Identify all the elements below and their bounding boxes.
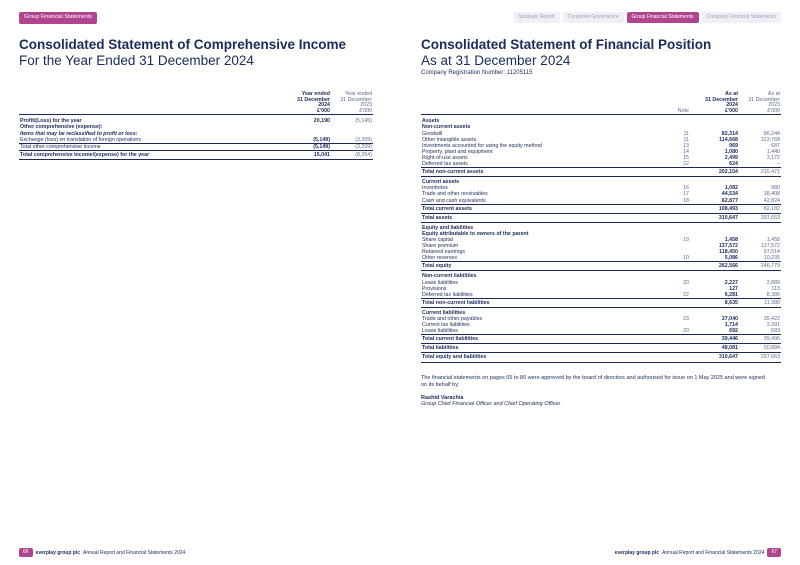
note-ref: 11 bbox=[683, 136, 689, 143]
current-value: 8,635 bbox=[697, 298, 739, 307]
signer-name: Rashid Varachia bbox=[421, 394, 464, 401]
right-footer bbox=[612, 548, 781, 557]
prior-value: 39,496 bbox=[739, 335, 781, 344]
row-label: Provisions bbox=[422, 285, 447, 292]
table-row bbox=[421, 255, 781, 262]
current-value bbox=[697, 271, 739, 280]
row-label: Deferred tax assets bbox=[422, 161, 468, 168]
row-label: Cash and cash equivalents bbox=[422, 197, 486, 204]
current-value: 37,040 bbox=[721, 316, 738, 322]
current-value: 20,190 bbox=[313, 118, 330, 125]
page-subtitle: For the Year Ended 31 December 2024 bbox=[19, 52, 254, 68]
current-year-header: Year ended 31 December 2024 £'000 bbox=[297, 91, 330, 114]
current-value: 15,041 bbox=[289, 150, 331, 159]
row-label: Deferred tax liabilities bbox=[422, 291, 473, 298]
current-value: 969 bbox=[729, 142, 738, 149]
current-value: 118,450 bbox=[719, 249, 738, 256]
row-label: Share capital bbox=[422, 236, 453, 243]
registration-number: Company Registration Number: 11205115 bbox=[421, 70, 533, 77]
table-row bbox=[421, 344, 781, 353]
note-ref: 10 bbox=[683, 255, 689, 262]
current-value: 44,534 bbox=[721, 191, 738, 198]
note-ref bbox=[674, 307, 697, 316]
footer-text: Annual Report and Financial Statements 2024 bbox=[83, 549, 186, 556]
current-value: 310,647 bbox=[697, 213, 739, 222]
page-number: 66 bbox=[19, 548, 33, 557]
prior-value: 137,572 bbox=[760, 243, 780, 250]
section-nav bbox=[511, 12, 781, 23]
current-value: 5,086 bbox=[724, 255, 738, 262]
note-ref bbox=[674, 344, 697, 353]
current-value: 1,082 bbox=[724, 185, 738, 192]
current-value: 262,566 bbox=[697, 262, 739, 271]
table-row bbox=[19, 143, 373, 150]
prior-value: 38,408 bbox=[763, 191, 780, 198]
prior-value bbox=[739, 307, 781, 316]
row-label: Total current liabilities bbox=[421, 335, 674, 344]
label-col-header bbox=[19, 92, 289, 115]
table-row bbox=[421, 177, 781, 186]
table-row bbox=[421, 292, 781, 299]
prior-value: 10,235 bbox=[763, 255, 780, 262]
nav-tab-3[interactable]: Company Financial Statements bbox=[702, 12, 781, 23]
current-value: 62,877 bbox=[721, 197, 738, 204]
table-row bbox=[421, 168, 781, 177]
current-value: 6,281 bbox=[724, 291, 738, 298]
signer-role: Group Chief Financial Officer and Chief Operating Officer bbox=[421, 400, 561, 407]
row-label: Total other comprehensive income bbox=[19, 143, 289, 150]
page-title: Consolidated Statement of Comprehensive Income bbox=[19, 37, 347, 52]
prior-value: 97,514 bbox=[763, 249, 780, 256]
row-label: Equity attributable to owners of the parent bbox=[422, 230, 529, 237]
current-value bbox=[697, 307, 739, 316]
note-ref bbox=[674, 353, 697, 362]
prior-value: – bbox=[777, 161, 780, 168]
row-label: Non-current liabilities bbox=[422, 273, 477, 280]
section-tag: Group Financial Statements bbox=[19, 12, 97, 24]
current-value: 114,668 bbox=[719, 136, 738, 143]
prior-value: 123,768 bbox=[760, 136, 780, 143]
label-col-header bbox=[421, 92, 674, 115]
prior-value: 1,440 bbox=[766, 148, 780, 155]
prior-value: 683 bbox=[771, 328, 780, 335]
table-row bbox=[421, 328, 781, 335]
current-value: 48,081 bbox=[697, 344, 739, 353]
table-row bbox=[421, 335, 781, 344]
current-value: 2,499 bbox=[724, 154, 738, 161]
note-ref bbox=[674, 204, 697, 213]
row-label: Current tax liabilities bbox=[422, 322, 470, 329]
note-ref: 19 bbox=[683, 236, 689, 243]
note-ref: 18 bbox=[683, 197, 689, 204]
prior-value: 2,889 bbox=[766, 279, 780, 286]
note-ref bbox=[674, 335, 697, 344]
income-statement-table bbox=[19, 92, 373, 160]
row-label: Total non-current assets bbox=[421, 168, 674, 177]
prior-value: 3,391 bbox=[766, 322, 780, 329]
prior-value: 11,388 bbox=[739, 298, 781, 307]
row-label: Right-of-use assets bbox=[422, 154, 468, 161]
current-value: 624 bbox=[729, 161, 738, 168]
row-label: Total liabilities bbox=[421, 344, 674, 353]
current-value: (5,149) bbox=[313, 136, 330, 143]
prior-value: 297,653 bbox=[739, 213, 781, 222]
current-value bbox=[697, 222, 739, 231]
prior-value: 297,663 bbox=[739, 353, 781, 362]
prior-value: 8,386 bbox=[766, 291, 780, 298]
note-ref bbox=[674, 177, 697, 186]
table-row bbox=[421, 353, 781, 362]
note-ref: 14 bbox=[683, 148, 689, 155]
note-ref: 22 bbox=[683, 291, 689, 298]
row-label: Lease liabilities bbox=[422, 328, 458, 335]
prior-year-header: As at 31 December 2023 £'000 bbox=[748, 91, 780, 114]
note-ref: 16 bbox=[683, 185, 689, 192]
note-ref bbox=[674, 213, 697, 222]
note-ref: 15 bbox=[683, 154, 689, 161]
table-row bbox=[421, 298, 781, 307]
note-header: Note bbox=[677, 107, 689, 114]
current-year-header: As at 31 December 2024 £'000 bbox=[705, 91, 738, 114]
note-ref: 20 bbox=[683, 279, 689, 286]
note-ref bbox=[674, 271, 697, 280]
row-label: Non-current assets bbox=[422, 124, 471, 131]
row-label: Total assets bbox=[421, 213, 674, 222]
row-label: Property, plant and equipment bbox=[422, 148, 493, 155]
note-ref bbox=[674, 262, 697, 271]
note-ref bbox=[674, 168, 697, 177]
prior-value: 215,471 bbox=[739, 168, 781, 177]
footer-brand: everplay group plc bbox=[614, 549, 660, 556]
row-label: Total current assets bbox=[421, 204, 674, 213]
table-row bbox=[421, 271, 781, 280]
row-label: Assets bbox=[422, 118, 440, 125]
left-footer bbox=[19, 548, 185, 557]
table-row bbox=[421, 307, 781, 316]
page-number: 67 bbox=[767, 548, 781, 557]
table-row bbox=[19, 137, 373, 144]
prior-value bbox=[739, 222, 781, 231]
row-label: Inventories bbox=[422, 185, 448, 192]
table-row bbox=[19, 150, 373, 159]
prior-value: 35,422 bbox=[763, 316, 780, 322]
current-value: 202,154 bbox=[697, 168, 739, 177]
row-label: Exchange (loss) on translation of foreign operations bbox=[20, 136, 142, 143]
note-ref bbox=[674, 298, 697, 307]
nav-tab-2[interactable]: Group Financial Statements bbox=[627, 12, 699, 23]
page-title: Consolidated Statement of Financial Position bbox=[421, 37, 712, 52]
prior-value: (5,145) bbox=[355, 118, 372, 125]
table-row bbox=[421, 198, 781, 205]
row-label: Total equity and liabilities bbox=[421, 353, 674, 362]
prior-value: 86,244 bbox=[763, 130, 780, 137]
nav-tab-0[interactable]: Strategic Report bbox=[514, 12, 560, 23]
current-value: 692 bbox=[729, 328, 738, 335]
row-label: Profit/(Loss) for the year bbox=[20, 118, 82, 125]
table-row bbox=[421, 222, 781, 231]
row-label: Total equity bbox=[421, 262, 674, 271]
note-ref: 17 bbox=[683, 191, 689, 198]
prior-value bbox=[739, 177, 781, 186]
table-row bbox=[421, 213, 781, 222]
prior-value: 980 bbox=[771, 185, 780, 192]
table-row bbox=[421, 204, 781, 213]
row-label: Other reserves bbox=[422, 255, 458, 262]
table-row bbox=[421, 262, 781, 271]
row-label: Share premium bbox=[422, 243, 459, 250]
prior-value: 246,779 bbox=[739, 262, 781, 271]
prior-value: 1,458 bbox=[766, 236, 780, 243]
current-value: 108,493 bbox=[697, 204, 739, 213]
note-ref: 20 bbox=[683, 328, 689, 335]
prior-value bbox=[739, 271, 781, 280]
current-value bbox=[697, 177, 739, 186]
prior-value: 113 bbox=[771, 285, 780, 292]
footer-brand: everplay group plc bbox=[35, 549, 81, 556]
row-label: Total comprehensive income/(expense) for the year bbox=[19, 150, 289, 159]
note-ref: 23 bbox=[683, 316, 689, 322]
financial-position-table bbox=[421, 92, 781, 407]
current-value: 1,080 bbox=[724, 148, 738, 155]
prior-year-header: Year ended 31 December 2023 £'000 bbox=[340, 91, 372, 114]
row-label: Items that may be reclassified to profit or loss: bbox=[20, 130, 138, 137]
row-label: Trade and other payables bbox=[422, 316, 483, 322]
prior-value: (8,354) bbox=[331, 150, 373, 159]
current-value: 310,647 bbox=[697, 353, 739, 362]
row-label: Lease liabilities bbox=[422, 279, 458, 286]
note-ref: 11 bbox=[683, 130, 689, 137]
table-row bbox=[421, 161, 781, 168]
row-label: Goodwill bbox=[422, 130, 443, 137]
row-label: Current liabilities bbox=[422, 309, 466, 316]
note-ref: 13 bbox=[683, 142, 689, 149]
prior-value: 50,884 bbox=[739, 344, 781, 353]
row-label: Total non-current liabilities bbox=[421, 298, 674, 307]
current-value: 127 bbox=[729, 285, 738, 292]
note-ref: 22 bbox=[683, 161, 689, 168]
current-value: 82,314 bbox=[721, 130, 738, 137]
prior-value: (3,209) bbox=[355, 136, 372, 143]
note-ref bbox=[674, 222, 697, 231]
current-value: 137,572 bbox=[718, 243, 738, 250]
prior-value: 82,182 bbox=[739, 204, 781, 213]
nav-tab-1[interactable]: Corporate Governance bbox=[563, 12, 624, 23]
current-value: 2,227 bbox=[724, 279, 738, 286]
page-subtitle: As at 31 December 2024 bbox=[421, 52, 571, 68]
row-label: Investments accounted for using the equity method bbox=[422, 142, 542, 149]
current-value: (5,149) bbox=[289, 143, 331, 150]
current-value: 1,714 bbox=[724, 322, 738, 329]
row-label: Current assets bbox=[422, 179, 460, 186]
approval-statement: The financial statements on pages 65 to 80 were approved by the board of directors and authorised for issue on 1 May 2025 and were signed on its behalf by: bbox=[421, 374, 765, 388]
current-value: 1,458 bbox=[724, 236, 738, 243]
prior-value: 42,824 bbox=[763, 197, 780, 204]
current-value: 39,446 bbox=[697, 335, 739, 344]
prior-value: 687 bbox=[771, 142, 780, 149]
row-label: Trade and other receivables bbox=[422, 191, 488, 198]
prior-value: (3,209) bbox=[331, 143, 373, 150]
prior-value: 3,172 bbox=[766, 154, 780, 161]
footer-text: Annual Report and Financial Statements 2024 bbox=[662, 549, 765, 556]
row-label: Other intangible assets bbox=[422, 136, 477, 143]
row-label: Equity and liabilities bbox=[422, 224, 474, 231]
row-label: Other comprehensive (expense): bbox=[20, 124, 103, 131]
row-label: Retained earnings bbox=[422, 249, 465, 256]
